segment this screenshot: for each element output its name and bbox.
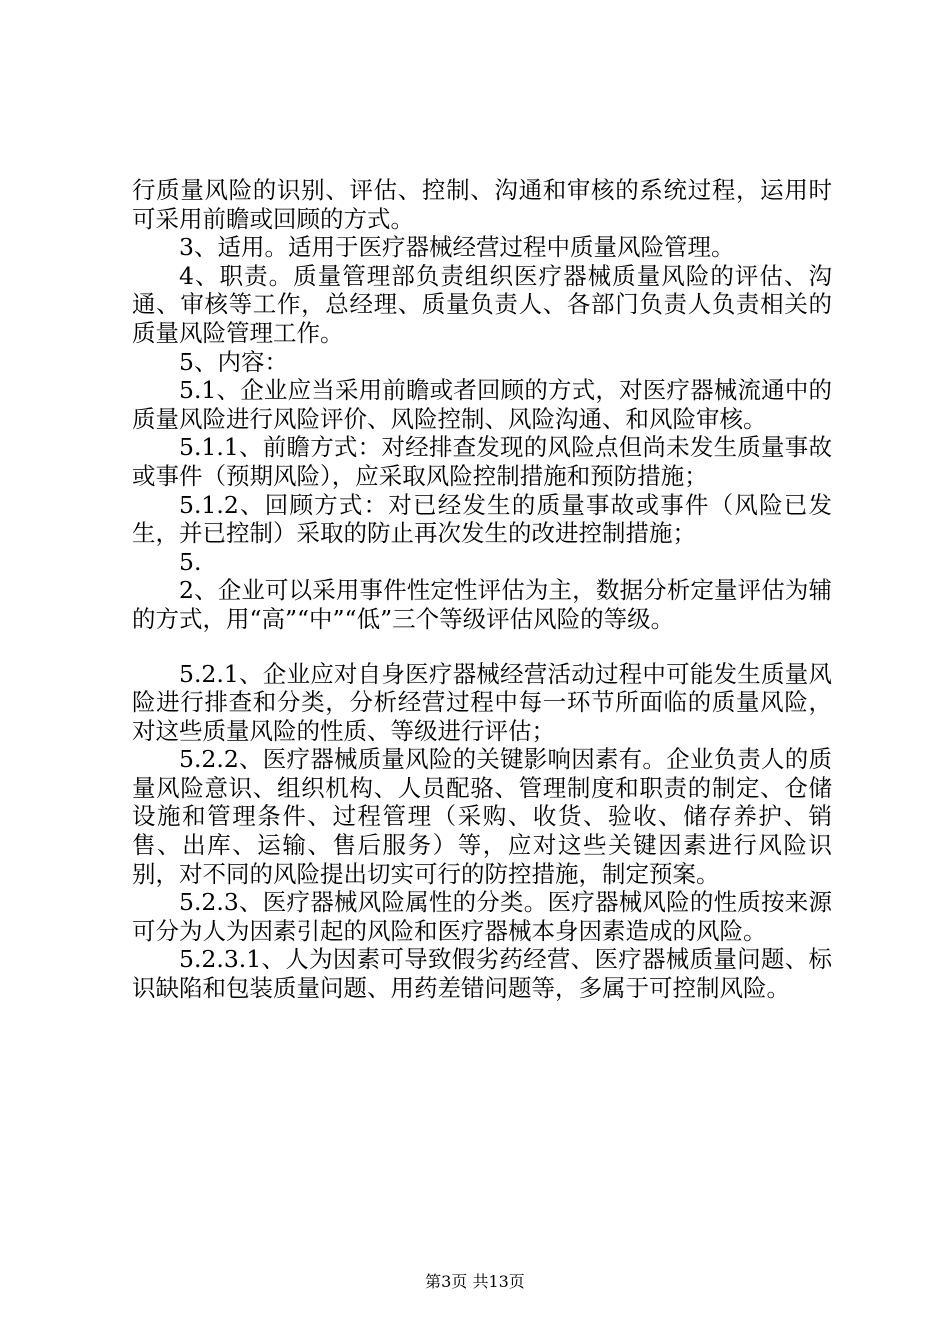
- page-number-label: 第3页 共13页: [425, 1272, 525, 1291]
- paragraph-4: 5、内容：: [179, 347, 288, 376]
- paragraph-1: 行质量风险的识别、评估、控制、沟通和审核的系统过程，运用时可采用前瞻或回顾的方式。: [132, 176, 832, 233]
- paragraph-7: 5.1.2、回顾方式：对已经发生的质量事故或事件（风险已发生，并已控制）采取的防止再次发生的改进控制措施；: [132, 490, 832, 548]
- paragraph-5: 5.1、企业应当采用前瞻或者回顾的方式，对医疗器械流通中的质量风险进行风险评价、风险控制、风险沟通、和风险审核。: [132, 376, 832, 433]
- paragraph-2: 3、适用。适用于医疗器械经营过程中质量风险管理。: [179, 233, 735, 262]
- paragraph-9: 2、企业可以采用事件性定性评估为主，数据分析定量评估为辅的方式，用“高”“中”“低”三个等级评估风险的等级。: [132, 576, 832, 633]
- document-body: [132, 176, 832, 1003]
- paragraph-3: 4、职责。质量管理部负责组织医疗器械质量风险的评估、沟通、审核等工作，总经理、质量负责人、各部门负责人负责相关的质量风险管理工作。: [132, 261, 832, 347]
- paragraph-8: 5.: [179, 547, 202, 576]
- page-footer: [0, 1272, 950, 1292]
- paragraph-13: 5.2.3.1、人为因素可导致假劣药经营、医疗器械质量问题、标识缺陷和包装质量问题、用药差错问题等，多属于可控制风险。: [132, 945, 832, 1003]
- paragraph-6: 5.1.1、前瞻方式：对经排查发现的风险点但尚未发生质量事故或事件（预期风险），应采取风险控制措施和预防措施；: [132, 433, 832, 490]
- paragraph-11: 5.2.2、医疗器械质量风险的关键影响因素有。企业负责人的质量风险意识、组织机构、人员配骆、管理制度和职责的制定、仓储设施和管理条件、过程管理（采购、收货、验收、储存养护、销售、出库、运输、售后服务）等，应对这些关键因素进行风险识别，对不同的风险提出切实可行的防控措施，制定预案。: [132, 745, 832, 888]
- paragraph-12: 5.2.3、医疗器械风险属性的分类。医疗器械风险的性质按来源可分为人为因素引起的风险和医疗器械本身因素造成的风险。: [132, 888, 832, 945]
- paragraph-10: 5.2.1、企业应对自身医疗器械经营活动过程中可能发生质量风险进行排查和分类，分析经营过程中每一环节所面临的质量风险，对这些质量风险的性质、等级进行评估；: [132, 659, 832, 745]
